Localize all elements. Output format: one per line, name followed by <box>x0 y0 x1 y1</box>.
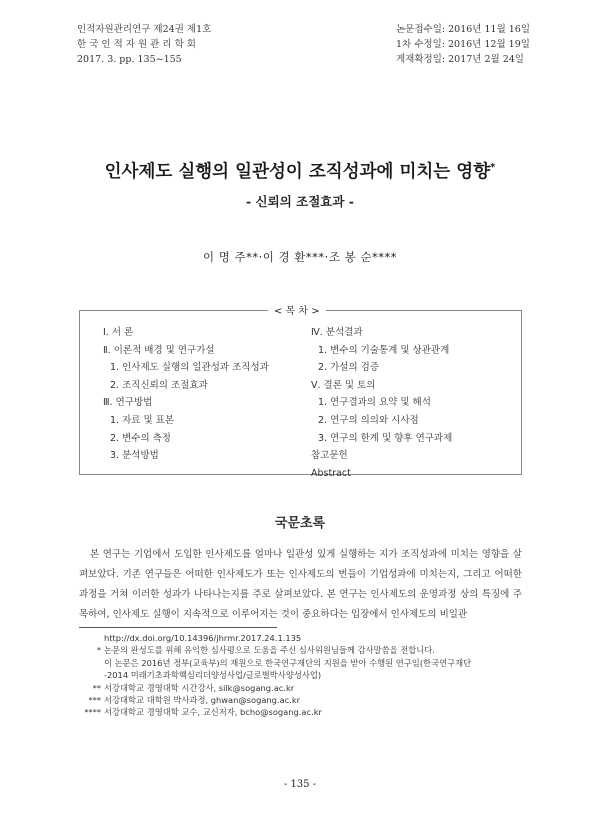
toc-item: Abstract <box>311 467 351 479</box>
toc-item: 2. 연구의 의의와 시사점 <box>318 414 419 426</box>
journal-info <box>77 22 211 67</box>
toc-item: 1. 자료 및 표본 <box>110 414 175 426</box>
toc-item: 2. 조직신뢰의 조절효과 <box>110 379 208 391</box>
footnote-funding-cont: -2014 미래기초과학핵심리더양성사업/글로벌박사양성사업) <box>104 670 322 681</box>
toc-item: 1. 변수의 기술통계 및 상관관계 <box>318 344 450 356</box>
issue-pages: 2017. 3. pp. 135~155 <box>77 54 182 65</box>
accepted-date: 게재확정일: 2017년 2월 24일 <box>396 54 524 65</box>
abstract-body: 본 연구는 기업에서 도입한 인사제도를 얼마나 일관성 있게 실행하는 지가 조직성과에 미치는 영향을 살펴보았다. 기존 연구들은 어떠한 인사제도가 또는 인사제도의 번들이 기업성과에 미치는지, 그리고 어떠한 과정을 거쳐 이러한 성과가 나타나는지를 주로 살펴보았다. 본 연구는 인사제도의 운영과정 상의 특징에 주목하여, 인사제도 실행이 지속적으로 이루어지는 것이 중요하다는 입장에서 인사제도의 비일관 <box>79 549 522 620</box>
toc-item: 1. 인사제도 실행의 일관성과 조직성과 <box>110 362 269 374</box>
toc-item: Ⅴ. 결론 및 토의 <box>311 379 376 391</box>
toc-item: 1. 연구결과의 요약 및 해석 <box>318 397 431 409</box>
footnote-author-1: ** 서강대학교 경영대학 시간강사, silk@sogang.ac.kr <box>92 682 295 693</box>
toc-item: 3. 연구의 한계 및 향후 연구과제 <box>318 432 453 444</box>
toc-right-column <box>311 324 452 482</box>
footnote-author-3: **** 서강대학교 경영대학 교수, 교신저자, bcho@sogang.ac.kr <box>84 707 322 718</box>
revised-date: 1차 수정일: 2016년 12월 19일 <box>396 39 530 50</box>
toc-item: 3. 분석방법 <box>110 450 159 462</box>
toc-item: Ⅲ. 연구방법 <box>103 397 153 409</box>
footnote-author-2: *** 서강대학교 대학원 박사과정, ghwan@sogang.ac.kr <box>88 695 301 706</box>
author-list: 이 명 주**·이 경 환***·조 봉 순**** <box>203 250 397 264</box>
footnote-doi: http://dx.doi.org/10.14396/jhrmr.2017.24.1.135 <box>104 633 302 643</box>
submission-dates <box>396 22 530 67</box>
footnote-funding: 이 논문은 2016년 정부(교육부)의 재원으로 한국연구재단의 지원을 받아 수행된 연구임(한국연구재단 <box>104 657 472 668</box>
journal-name: 인적자원관리연구 제24권 제1호 <box>77 24 212 35</box>
title-footnote-mark: * <box>490 162 496 174</box>
toc-heading: < 목 차 > <box>268 302 326 317</box>
toc-item: 참고문헌 <box>311 450 348 462</box>
toc-item: Ⅱ. 이론적 배경 및 연구가설 <box>103 344 215 356</box>
paper-subtitle: - 신뢰의 조절효과 - <box>246 194 354 209</box>
society-name: 한 국 인 적 자 원 관 리 학 회 <box>77 39 196 50</box>
toc-item: Ⅳ. 분석결과 <box>311 327 363 338</box>
footnote-divider <box>79 627 277 628</box>
toc-item: 2. 가설의 검증 <box>318 362 379 374</box>
received-date: 논문접수일: 2016년 11월 16일 <box>396 24 531 35</box>
toc-left-column <box>103 324 269 465</box>
abstract-heading: 국문초록 <box>274 516 326 531</box>
page-number: - 135 - <box>283 779 317 790</box>
footnotes <box>79 632 522 719</box>
footnote-acknowledgement: * 논문의 완성도를 위해 유익한 심사평으로 도움을 주신 심사위원님들께 감사말씀을 전합니다. <box>96 645 435 656</box>
toc-item: 2. 변수의 측정 <box>110 432 171 444</box>
toc-item: Ⅰ. 서 론 <box>103 327 134 338</box>
paper-title: 인사제도 실행의 일관성이 조직성과에 미치는 영향* <box>104 162 496 182</box>
